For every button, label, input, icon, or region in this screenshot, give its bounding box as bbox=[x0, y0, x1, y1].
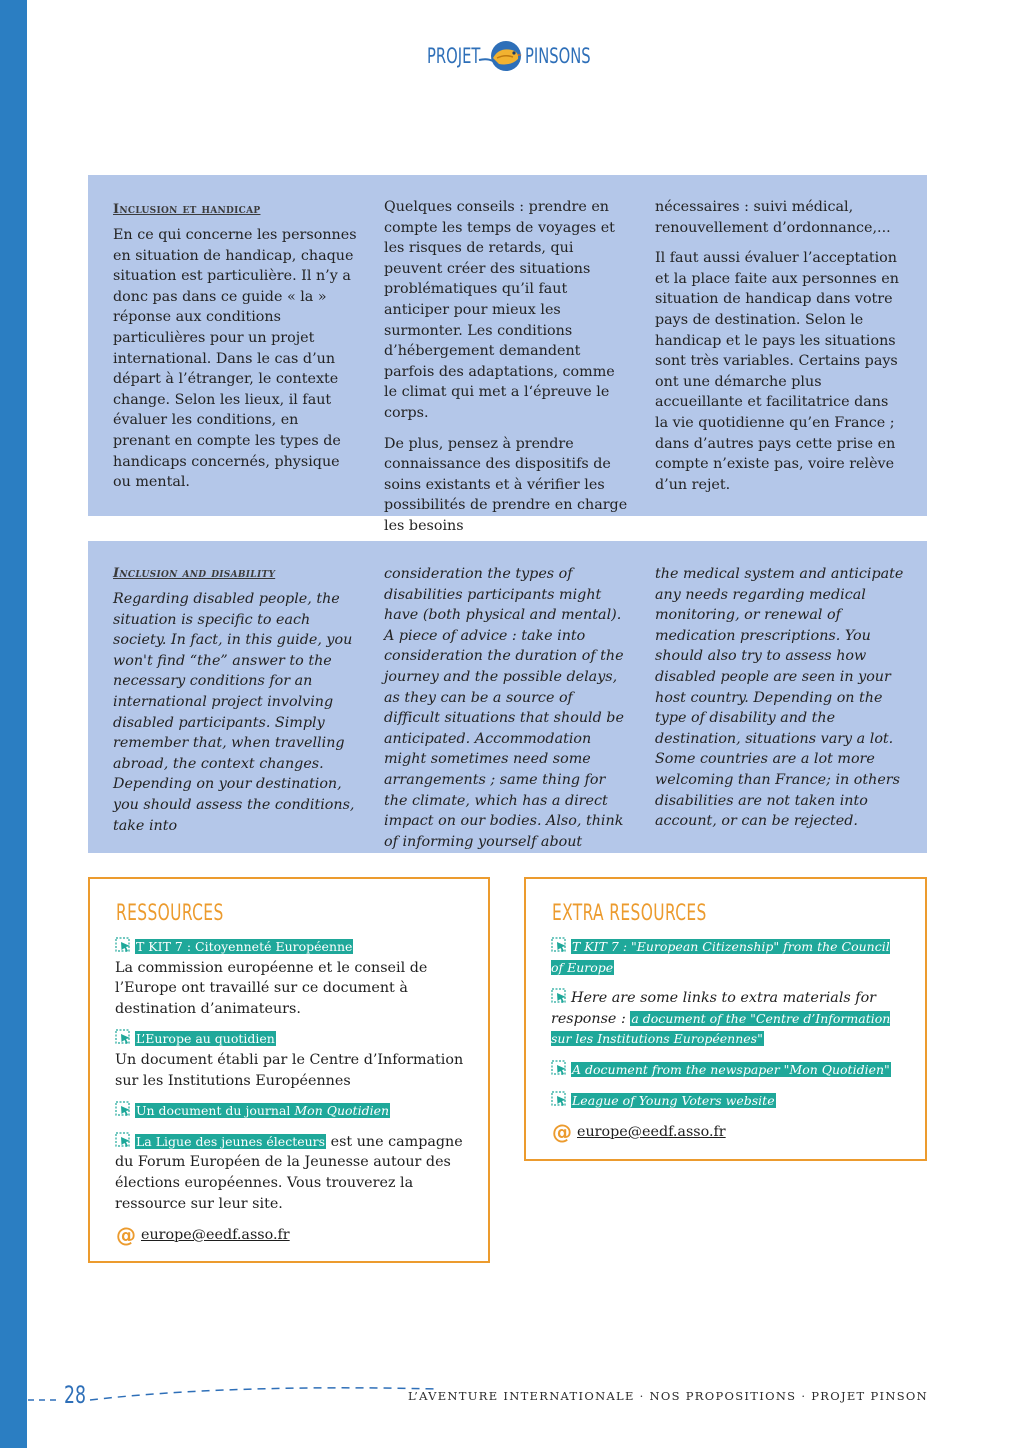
resource-item bbox=[115, 1132, 467, 1214]
en-column-3 bbox=[655, 564, 905, 842]
fr-paragraph-1: En ce qui concerne les personnes en situation de handicap, chaque situation est particulière. Il n’y a donc pas dans ce guide « la » réponse aux conditions particulières pour un projet international. Dans le cas d’un départ à l’étranger, le contexte change. Selon les lieux, il faut évaluer les conditions, en prenant en compte les types de handicaps concernés, physique ou mental. bbox=[113, 227, 357, 491]
resource-description: Un document établi par le Centre d’Information sur les Institutions Européennes bbox=[115, 1051, 464, 1089]
resource-item bbox=[115, 1101, 467, 1122]
link-text: Un document du journal bbox=[136, 1103, 295, 1119]
fr-paragraph-3: De plus, pensez à prendre connaissance des dispositifs de soins existants et à vérifier les possibilités de prendre en charge les besoins bbox=[384, 435, 628, 534]
resource-link-europe-quotidien[interactable]: L’Europe au quotidien bbox=[136, 1031, 275, 1047]
cursor-click-icon bbox=[115, 1132, 133, 1148]
resource-description: Here are some links to extra materials for response : bbox=[551, 990, 877, 1027]
email-row bbox=[115, 1224, 467, 1246]
resources-en-list bbox=[551, 937, 903, 1143]
inclusion-fr-box bbox=[88, 175, 927, 534]
resource-description: La commission européenne et le conseil de l’Europe ont travaillé sur ce document à destination d’animateurs. bbox=[115, 959, 428, 1017]
email-link[interactable]: europe@eedf.asso.fr bbox=[577, 1123, 726, 1140]
footer-title: L’AVENTURE INTERNATIONALE · NOS PROPOSITIONS · PROJET PINSON bbox=[407, 1389, 928, 1403]
at-sign-icon: @ bbox=[552, 1120, 572, 1145]
fr-column-3 bbox=[655, 197, 900, 505]
resources-fr-title: RESSOURCES bbox=[116, 901, 224, 926]
footer-dashed-line bbox=[28, 1378, 438, 1408]
resource-link-mon-quotidien[interactable] bbox=[135, 1103, 390, 1118]
cursor-click-icon bbox=[551, 937, 569, 953]
resource-item bbox=[115, 937, 467, 1019]
fr-paragraph-4: nécessaires : suivi médical, renouvellement d’ordonnance,... bbox=[655, 199, 891, 236]
link-text-italic: Mon Quotidien bbox=[294, 1103, 390, 1119]
cursor-click-icon bbox=[551, 1060, 569, 1076]
en-paragraph-1: Regarding disabled people, the situation is specific to each society. In fact, in this guide, you won't find “the” answer to the necessary conditions for an international project involving disabled participants. Simply remember that, when travelling abroad, the context changes. Depending on your destination, you should assess the conditions, take into bbox=[113, 591, 355, 834]
resource-item bbox=[551, 988, 903, 1050]
fr-paragraph-5: Il faut aussi évaluer l’acceptation et la place faite aux personnes en situation de handicap dans votre pays de destination. Selon le handicap et le pays les situations sont très variables. Certains pays ont une démarche plus accueillante et facilitatrice dans la vie quotidienne qu’en France ; dans d’autres pays cette prise en compte n’existe pas, voire relève d’un rejet. bbox=[655, 250, 899, 493]
logo-text-right: PINSONS bbox=[525, 44, 591, 68]
en-column-1 bbox=[113, 565, 359, 846]
email-row bbox=[551, 1121, 903, 1143]
cursor-click-icon bbox=[115, 937, 133, 953]
resource-link-newspaper[interactable]: A document from the newspaper "Mon Quotidien" bbox=[572, 1061, 890, 1077]
cursor-click-icon bbox=[551, 1091, 569, 1107]
section-heading-en: Inclusion and disability bbox=[113, 566, 276, 581]
resources-en-box bbox=[524, 877, 927, 1161]
logo-text-left: PROJET bbox=[427, 44, 481, 68]
resource-link-tkit-en[interactable]: T KIT 7 : "European Citizenship" from the Council of Europe bbox=[551, 939, 890, 975]
inclusion-en-box bbox=[88, 541, 927, 853]
cursor-click-icon bbox=[115, 1101, 133, 1117]
cursor-click-icon bbox=[115, 1029, 133, 1045]
resource-item bbox=[551, 1091, 903, 1112]
bird-icon bbox=[477, 38, 523, 74]
en-column-2 bbox=[384, 564, 632, 862]
en-paragraph-2: consideration the types of disabilities participants might have (both physical and mental). A piece of advice : take into consideration the duration of the journey and the possible delays, as they can be a source of difficult situations that should be anticipated. Accommodation might sometimes need some arrangements ; same thing for the climate, which has a direct impact on our bodies. Also, think of informing yourself about bbox=[384, 566, 624, 850]
en-paragraph-3: the medical system and anticipate any needs regarding medical monitoring, or renewal of medication prescriptions. You should also try to assess how disabled people are seen in your host country. Depending on the type of disability and the destination, situations vary a lot. Some countries are a lot more welcoming than France; in others disabilities are not taken into account, or can be rejected. bbox=[655, 566, 904, 830]
resource-link-league[interactable]: League of Young Voters website bbox=[572, 1092, 775, 1108]
section-heading-fr: Inclusion et handicap bbox=[113, 202, 261, 217]
resource-description: est une campagne du Forum Européen de la Jeunesse autour des élections européennes. Vous trouverez la ressource sur leur site. bbox=[115, 1133, 463, 1212]
page-number: 28 bbox=[64, 1381, 86, 1409]
resource-item bbox=[115, 1029, 467, 1091]
left-color-bar bbox=[0, 0, 27, 1448]
resource-item bbox=[551, 1060, 903, 1081]
resources-fr-list bbox=[115, 937, 467, 1246]
resource-link-tkit[interactable]: T KIT 7 : Citoyenneté Européenne bbox=[136, 939, 353, 954]
fr-column-1 bbox=[113, 201, 359, 503]
fr-column-2 bbox=[384, 197, 630, 547]
projet-pinsons-logo bbox=[427, 38, 605, 74]
at-sign-icon: @ bbox=[116, 1223, 136, 1248]
resource-link-ciie[interactable]: a document of the "Centre d’Information sur les Institutions Européennes" bbox=[551, 1010, 891, 1047]
fr-paragraph-2: Quelques conseils : prendre en compte les temps de voyages et les risques de retards, qui peuvent créer des situations problématiques qu’il faut anticiper pour mieux les surmonter. Les conditions d’hébergement demandent parfois des adaptations, comme le climat qui met a l‘épreuve le corps. bbox=[384, 199, 615, 421]
resource-item bbox=[551, 937, 903, 978]
resource-link-ligue[interactable]: La Ligue des jeunes électeurs bbox=[136, 1133, 326, 1149]
resources-en-title: EXTRA RESOURCES bbox=[552, 901, 707, 926]
email-link[interactable]: europe@eedf.asso.fr bbox=[141, 1226, 290, 1243]
resources-fr-box bbox=[88, 877, 490, 1263]
cursor-click-icon bbox=[551, 988, 569, 1004]
